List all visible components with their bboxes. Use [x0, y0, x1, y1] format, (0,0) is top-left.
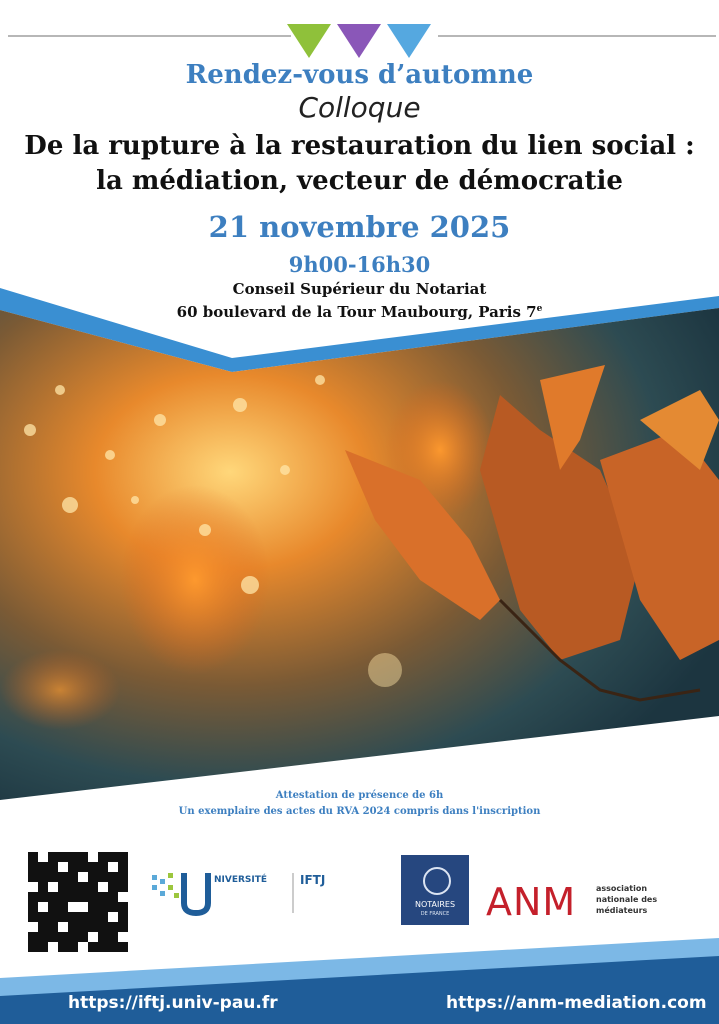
notaires-logo	[401, 855, 469, 925]
event-venue: Conseil Supérieur du Notariat	[232, 280, 487, 298]
iftj-text: IFTJ	[300, 873, 326, 887]
event-address-text: 60 boulevard de la Tour Maubourg, Paris 7	[176, 303, 537, 321]
anm-sub1: association	[596, 884, 648, 893]
event-subtitle: Rendez-vous d’automne	[185, 60, 534, 90]
qr-code	[28, 852, 128, 952]
anm-logo	[486, 880, 686, 925]
notaires-subtext: DE FRANCE	[420, 911, 450, 917]
event-title-line1: De la rupture à la restauration du lien social :	[24, 131, 695, 161]
notaires-text: NOTAIRES	[414, 900, 456, 909]
iftj-website-link[interactable]: https://iftj.univ-pau.fr	[68, 993, 278, 1013]
event-date: 21 novembre 2025	[208, 210, 511, 244]
notaires-seal-icon	[423, 867, 451, 895]
attendance-note: Attestation de présence de 6h	[275, 790, 444, 801]
event-time: 9h00-16h30	[288, 252, 431, 277]
anm-text: ANM	[486, 880, 577, 924]
university-text: NIVERSITÉ	[214, 875, 268, 885]
university-mark-icon	[150, 865, 390, 925]
anm-website-link[interactable]: https://anm-mediation.com	[446, 993, 707, 1013]
university-iftj-logo	[150, 865, 390, 925]
event-title-line2: la médiation, vecteur de démocratie	[96, 166, 623, 196]
event-kind: Colloque	[298, 91, 421, 124]
event-address-sup: e	[536, 304, 543, 314]
proceedings-note: Un exemplaire des actes du RVA 2024 compris dans l'inscription	[178, 806, 541, 817]
anm-sub2: nationale des	[596, 895, 658, 904]
anm-sub3: médiateurs	[596, 906, 648, 915]
